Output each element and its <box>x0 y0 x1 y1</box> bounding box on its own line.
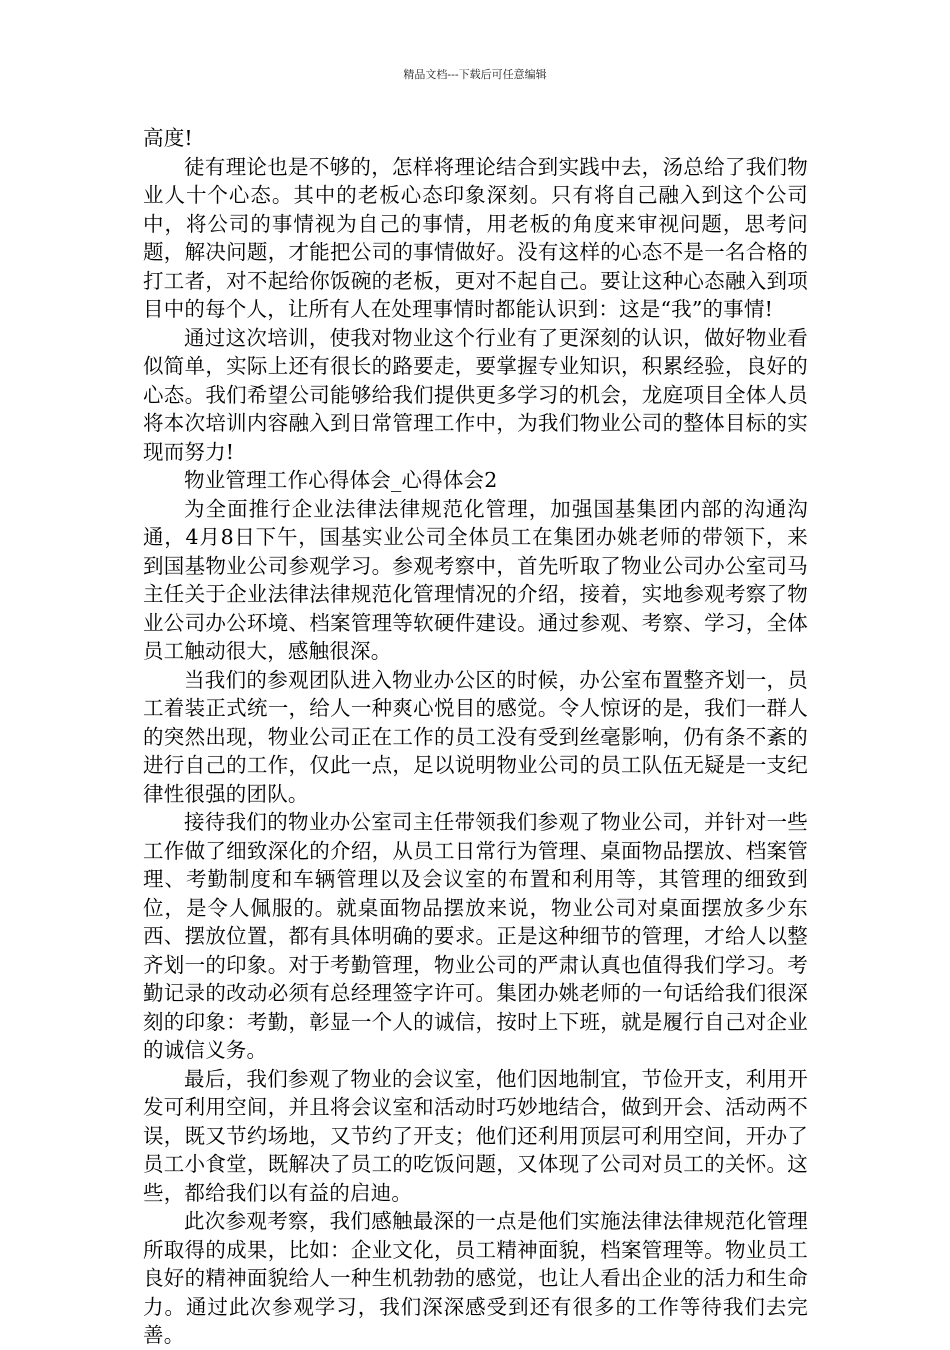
paragraph-8: 此次参观考察，我们感触最深的一点是他们实施法律法律规范化管理所取得的成果，比如：企业文化，员工精神面貌，档案管理等。物业员工良好的精神面貌给人一种生机勃勃的感觉，也让人看出企业的活力和生命力。通过此次参观学习，我们深深感受到还有很多的工作等待我们去完善。 <box>143 1209 808 1347</box>
paragraph-4: 为全面推行企业法律法律规范化管理，加强国基集团内部的沟通沟通，4月8日下午，国基实业公司全体员工在集团办姚老师的带领下，来到国基物业公司参观学习。参观考察中，首先听取了物业公司办公室司马主任关于企业法律法律规范化管理情况的介绍，接着，实地参观考察了物业公司办公环境、档案管理等软硬件建设。通过参观、考察、学习，全体员工触动很大，感触很深。 <box>143 496 808 663</box>
paragraph-7: 最后，我们参观了物业的会议室，他们因地制宜，节俭开支，利用开发可利用空间，并且将会议室和活动时巧妙地结合，做到开会、活动两不误，既又节约场地，又节约了开支；他们还利用顶层可利用空间，开办了员工小食堂，既解决了员工的吃饭问题，又体现了公司对员工的关怀。这些，都给我们以有益的启迪。 <box>143 1066 808 1205</box>
page-header: 精品文档---下载后可任意编辑 <box>403 68 547 81</box>
paragraph-5: 当我们的参观团队进入物业办公区的时候，办公室布置整齐划一，员工着装正式统一，给人一种爽心悦目的感觉。令人惊讶的是，我们一群人的突然出现，物业公司正在工作的员工没有受到丝毫影响，仍有条不紊的进行自己的工作，仅此一点，足以说明物业公司的员工队伍无疑是一支纪律性很强的团队。 <box>143 667 808 806</box>
paragraph-6: 接待我们的物业办公室司主任带领我们参观了物业公司，并针对一些工作做了细致深化的介绍，从员工日常行为管理、桌面物品摆放、档案管理、考勤制度和车辆管理以及会议室的布置和利用等，其管理的细致到位，是令人佩服的。就桌面物品摆放来说，物业公司对桌面摆放多少东西、摆放位置，都有具体明确的要求。正是这种细节的管理，才给人以整齐划一的印象。对于考勤管理，物业公司的严肃认真也值得我们学习。考勤记录的改动必须有总经理签字许可。集团办姚老师的一句话给我们很深刻的印象：考勤，彰显一个人的诚信，按时上下班，就是履行自己对企业的诚信义务。 <box>143 810 808 1062</box>
paragraph-2: 徒有理论也是不够的，怎样将理论结合到实践中去，汤总给了我们物业人十个心态。其中的老板心态印象深刻。只有将自己融入到这个公司中，将公司的事情视为自己的事情，用老板的角度来审视问题，思考问题，解决问题，才能把公司的事情做好。没有这样的心态不是一名合格的打工者，对不起给你饭碗的老板，更对不起自己。要让这种心态融入到项目中的每个人，让所有人在处理事情时都能认识到：这是“我”的事情! <box>143 154 808 321</box>
paragraph-1: 高度! <box>143 126 193 150</box>
section-title: 物业管理工作心得体会_心得体会2 <box>184 468 498 492</box>
document-body <box>143 124 808 1350</box>
paragraph-3: 通过这次培训，使我对物业这个行业有了更深刻的认识，做好物业看似简单，实际上还有很长的路要走，要掌握专业知识，积累经验，良好的心态。我们希望公司能够给我们提供更多学习的机会，龙庭项目全体人员将本次培训内容融入到日常管理工作中，为我们物业公司的整体目标的实现而努力! <box>143 325 808 464</box>
